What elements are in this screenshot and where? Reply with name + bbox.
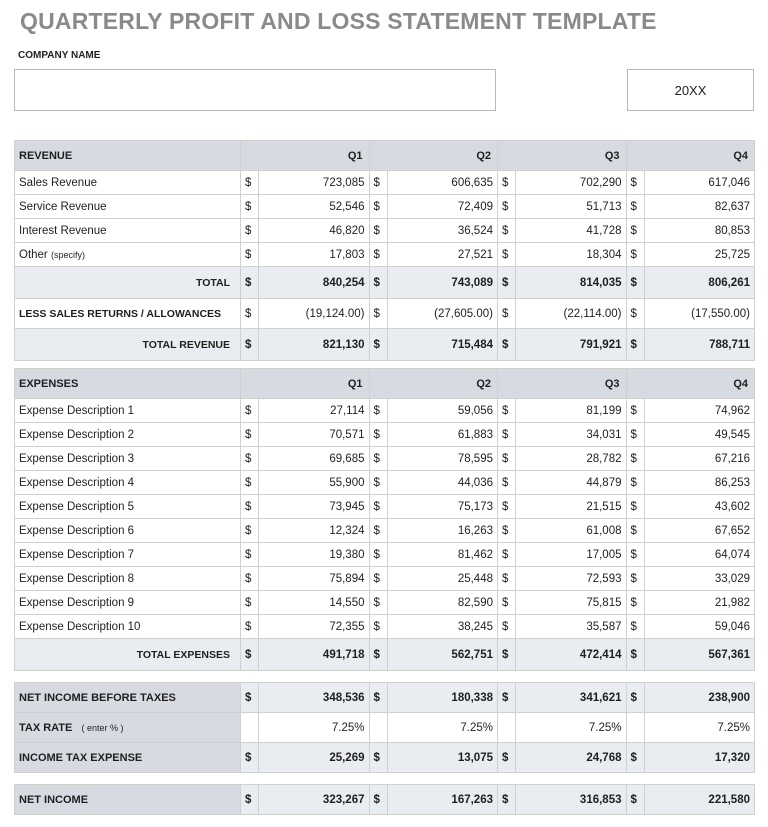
currency-symbol: $ [626,639,644,671]
value-cell[interactable]: 75,173 [387,495,498,519]
value-cell[interactable]: 81,462 [387,543,498,567]
empty-cell [369,713,387,743]
currency-symbol: $ [241,567,259,591]
table-row [15,495,755,519]
currency-symbol: $ [626,591,644,615]
total-cell: 238,900 [644,683,755,713]
value-cell[interactable]: 72,355 [259,615,370,639]
currency-symbol: $ [241,495,259,519]
currency-symbol: $ [369,299,387,329]
value-cell[interactable]: 44,879 [516,471,627,495]
total-cell: 24,768 [516,743,627,773]
value-cell[interactable]: 14,550 [259,591,370,615]
row-label[interactable]: Expense Description 9 [15,591,241,615]
value-cell[interactable]: 27,114 [259,399,370,423]
quarter-header: Q4 [626,369,755,399]
total-cell: 167,263 [387,785,498,815]
tax-rate-cell[interactable]: 7.25% [644,713,755,743]
currency-symbol: $ [626,471,644,495]
total-cell: 180,338 [387,683,498,713]
total-label: TOTAL [15,267,241,299]
currency-symbol: $ [626,329,644,361]
currency-symbol: $ [241,639,259,671]
value-cell[interactable]: 36,524 [387,219,498,243]
currency-symbol: $ [241,543,259,567]
currency-symbol: $ [498,267,516,299]
table-row [15,219,755,243]
value-cell[interactable]: (17,550.00) [644,299,755,329]
quarter-header: Q3 [498,369,627,399]
currency-symbol: $ [626,615,644,639]
currency-symbol: $ [241,399,259,423]
value-cell[interactable]: 35,587 [516,615,627,639]
empty-cell [241,713,259,743]
currency-symbol: $ [369,543,387,567]
value-cell[interactable]: 51,713 [516,195,627,219]
net-income-label: NET INCOME [15,785,241,815]
row-label[interactable]: Expense Description 6 [15,519,241,543]
currency-symbol: $ [498,423,516,447]
total-revenue-row [15,329,755,361]
currency-symbol: $ [369,267,387,299]
value-cell[interactable]: 61,008 [516,519,627,543]
currency-symbol: $ [241,423,259,447]
row-label[interactable]: Expense Description 2 [15,423,241,447]
row-label[interactable]: Expense Description 4 [15,471,241,495]
value-cell[interactable]: 28,782 [516,447,627,471]
tax-rate-label-text: TAX RATE [19,721,73,734]
quarter-header: Q1 [241,141,370,171]
currency-symbol: $ [241,519,259,543]
table-row [15,543,755,567]
tax-rate-cell[interactable]: 7.25% [516,713,627,743]
quarter-header: Q1 [241,369,370,399]
total-cell: 472,414 [516,639,627,671]
value-cell[interactable]: 723,085 [259,171,370,195]
tax-rate-cell[interactable]: 7.25% [387,713,498,743]
revenue-table [14,140,755,361]
row-label[interactable]: Expense Description 3 [15,447,241,471]
value-cell[interactable]: (22,114.00) [516,299,627,329]
total-cell: 348,536 [259,683,370,713]
total-cell: 715,484 [387,329,498,361]
value-cell[interactable]: 17,803 [259,243,370,267]
table-row [15,567,755,591]
currency-symbol: $ [369,567,387,591]
net-income-row [15,785,755,815]
total-revenue-label: TOTAL REVENUE [15,329,241,361]
empty-cell [498,713,516,743]
currency-symbol: $ [498,785,516,815]
value-cell[interactable]: 38,245 [387,615,498,639]
table-row [15,447,755,471]
income-tax-expense-label: INCOME TAX EXPENSE [15,743,241,773]
row-label[interactable]: Expense Description 8 [15,567,241,591]
total-cell: 821,130 [259,329,370,361]
currency-symbol: $ [626,447,644,471]
currency-symbol: $ [626,743,644,773]
currency-symbol: $ [369,639,387,671]
currency-symbol: $ [498,399,516,423]
table-row [15,471,755,495]
total-cell: 806,261 [644,267,755,299]
value-cell[interactable]: 21,515 [516,495,627,519]
total-cell: 743,089 [387,267,498,299]
row-label-note: (specify) [50,249,85,260]
value-cell[interactable]: 16,263 [387,519,498,543]
total-expenses-label: TOTAL EXPENSES [15,639,241,671]
currency-symbol: $ [241,471,259,495]
value-cell[interactable]: 82,637 [644,195,755,219]
currency-symbol: $ [241,591,259,615]
currency-symbol: $ [498,615,516,639]
currency-symbol: $ [498,567,516,591]
row-label[interactable]: Interest Revenue [15,219,241,243]
value-cell[interactable]: 64,074 [644,543,755,567]
total-cell: 316,853 [516,785,627,815]
value-cell[interactable]: 78,595 [387,447,498,471]
value-cell[interactable]: 80,853 [644,219,755,243]
value-cell[interactable]: 33,029 [644,567,755,591]
total-cell: 491,718 [259,639,370,671]
total-cell: 17,320 [644,743,755,773]
currency-symbol: $ [498,219,516,243]
value-cell[interactable]: 74,962 [644,399,755,423]
value-cell[interactable]: 41,728 [516,219,627,243]
value-cell[interactable]: 17,005 [516,543,627,567]
value-cell[interactable]: 59,056 [387,399,498,423]
currency-symbol: $ [369,447,387,471]
value-cell[interactable]: 55,900 [259,471,370,495]
value-cell[interactable]: 81,199 [516,399,627,423]
currency-symbol: $ [241,299,259,329]
total-cell: 814,035 [516,267,627,299]
currency-symbol: $ [498,329,516,361]
currency-symbol: $ [498,683,516,713]
currency-symbol: $ [241,171,259,195]
currency-symbol: $ [498,591,516,615]
table-row [15,591,755,615]
total-cell: 562,751 [387,639,498,671]
currency-symbol: $ [626,495,644,519]
value-cell[interactable]: 21,982 [644,591,755,615]
value-cell[interactable]: 18,304 [516,243,627,267]
expenses-header-row [15,369,755,399]
currency-symbol: $ [498,543,516,567]
currency-symbol: $ [498,471,516,495]
value-cell[interactable]: 86,253 [644,471,755,495]
table-row [15,399,755,423]
value-cell[interactable]: 12,324 [259,519,370,543]
table-row [15,423,755,447]
currency-symbol: $ [369,615,387,639]
currency-symbol: $ [369,243,387,267]
row-label[interactable]: Expense Description 10 [15,615,241,639]
nibt-label: NET INCOME BEFORE TAXES [15,683,241,713]
currency-symbol: $ [626,171,644,195]
currency-symbol: $ [498,299,516,329]
total-cell: 567,361 [644,639,755,671]
value-cell[interactable]: 82,590 [387,591,498,615]
currency-symbol: $ [626,543,644,567]
currency-symbol: $ [241,195,259,219]
value-cell[interactable]: 70,571 [259,423,370,447]
currency-symbol: $ [626,785,644,815]
currency-symbol: $ [369,471,387,495]
currency-symbol: $ [626,299,644,329]
currency-symbol: $ [241,243,259,267]
currency-symbol: $ [498,447,516,471]
value-cell[interactable]: 52,546 [259,195,370,219]
currency-symbol: $ [241,267,259,299]
company-name-input[interactable] [14,69,496,111]
currency-symbol: $ [241,329,259,361]
value-cell[interactable]: 49,545 [644,423,755,447]
currency-symbol: $ [498,243,516,267]
tax-rate-label [15,713,241,743]
row-label[interactable]: Sales Revenue [15,171,241,195]
currency-symbol: $ [241,447,259,471]
revenue-header-row [15,141,755,171]
total-cell: 13,075 [387,743,498,773]
currency-symbol: $ [241,219,259,243]
value-cell[interactable]: 606,635 [387,171,498,195]
currency-symbol: $ [369,329,387,361]
value-cell[interactable]: 67,216 [644,447,755,471]
currency-symbol: $ [241,615,259,639]
value-cell[interactable]: 59,046 [644,615,755,639]
currency-symbol: $ [626,519,644,543]
value-cell[interactable]: 34,031 [516,423,627,447]
total-cell: 221,580 [644,785,755,815]
summary-table [14,682,755,773]
row-label[interactable]: Service Revenue [15,195,241,219]
tax-rate-note: ( enter % ) [81,722,124,733]
value-cell[interactable]: 67,652 [644,519,755,543]
empty-cell [626,713,644,743]
currency-symbol: $ [498,171,516,195]
revenue-header: REVENUE [15,141,241,171]
currency-symbol: $ [369,785,387,815]
currency-symbol: $ [626,399,644,423]
row-label[interactable] [15,243,241,267]
value-cell[interactable]: 27,521 [387,243,498,267]
total-cell: 25,269 [259,743,370,773]
value-cell[interactable]: 73,945 [259,495,370,519]
currency-symbol: $ [369,219,387,243]
currency-symbol: $ [626,243,644,267]
currency-symbol: $ [369,519,387,543]
value-cell[interactable]: (19,124.00) [259,299,370,329]
currency-symbol: $ [369,171,387,195]
currency-symbol: $ [369,399,387,423]
currency-symbol: $ [369,495,387,519]
total-cell: 341,621 [516,683,627,713]
value-cell[interactable]: 702,290 [516,171,627,195]
currency-symbol: $ [241,785,259,815]
currency-symbol: $ [626,683,644,713]
value-cell[interactable]: 43,602 [644,495,755,519]
currency-symbol: $ [369,591,387,615]
quarter-header: Q2 [369,141,498,171]
page-title: QUARTERLY PROFIT AND LOSS STATEMENT TEMPLATE [20,8,657,34]
currency-symbol: $ [369,423,387,447]
table-row [15,195,755,219]
total-cell: 791,921 [516,329,627,361]
currency-symbol: $ [626,267,644,299]
revenue-total-row [15,267,755,299]
value-cell[interactable]: 25,725 [644,243,755,267]
row-label[interactable]: Expense Description 7 [15,543,241,567]
value-cell[interactable]: 25,448 [387,567,498,591]
currency-symbol: $ [498,195,516,219]
currency-symbol: $ [369,683,387,713]
currency-symbol: $ [498,519,516,543]
currency-symbol: $ [626,567,644,591]
quarter-header: Q2 [369,369,498,399]
expenses-table [14,368,755,671]
currency-symbol: $ [369,195,387,219]
quarter-header: Q4 [626,141,755,171]
value-cell[interactable]: 19,380 [259,543,370,567]
value-cell[interactable]: 72,593 [516,567,627,591]
value-cell[interactable]: 61,883 [387,423,498,447]
value-cell[interactable]: 46,820 [259,219,370,243]
value-cell[interactable]: 75,894 [259,567,370,591]
value-cell[interactable]: 75,815 [516,591,627,615]
company-name-label: COMPANY NAME [18,50,101,61]
expenses-header: EXPENSES [15,369,241,399]
currency-symbol: $ [626,423,644,447]
value-cell[interactable]: 44,036 [387,471,498,495]
currency-symbol: $ [498,495,516,519]
value-cell[interactable]: 72,409 [387,195,498,219]
value-cell[interactable]: 69,685 [259,447,370,471]
currency-symbol: $ [498,639,516,671]
net-income-table [14,784,755,815]
currency-symbol: $ [241,743,259,773]
expenses-total-row [15,639,755,671]
table-row [15,171,755,195]
net-income-before-taxes-row [15,683,755,713]
table-row [15,243,755,267]
quarter-header: Q3 [498,141,627,171]
total-cell: 323,267 [259,785,370,815]
table-row [15,519,755,543]
currency-symbol: $ [626,219,644,243]
value-cell[interactable]: (27,605.00) [387,299,498,329]
row-label[interactable]: Expense Description 5 [15,495,241,519]
total-cell: 840,254 [259,267,370,299]
currency-symbol: $ [626,195,644,219]
year-input[interactable]: 20XX [627,69,754,111]
currency-symbol: $ [498,743,516,773]
tax-rate-row [15,713,755,743]
returns-row [15,299,755,329]
table-row [15,615,755,639]
currency-symbol: $ [241,683,259,713]
row-label[interactable]: Expense Description 1 [15,399,241,423]
currency-symbol: $ [369,743,387,773]
total-cell: 788,711 [644,329,755,361]
income-tax-expense-row [15,743,755,773]
value-cell[interactable]: 617,046 [644,171,755,195]
row-label-text: Other [19,248,48,261]
tax-rate-cell[interactable]: 7.25% [259,713,370,743]
returns-label: LESS SALES RETURNS / ALLOWANCES [15,299,241,329]
